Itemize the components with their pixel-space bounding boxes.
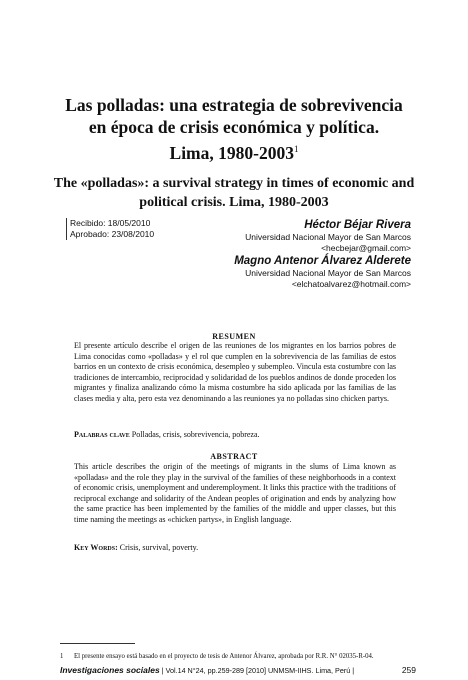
article-title-english [40, 174, 428, 212]
author-1-affiliation: Universidad Nacional Mayor de San Marcos [245, 232, 411, 242]
page-footer [60, 665, 416, 675]
author-2 [234, 254, 411, 290]
author-1-email: <hecbejar@gmail.com> [321, 243, 411, 253]
article-title-spanish [40, 94, 428, 164]
author-1-name: Héctor Béjar Rivera [304, 219, 411, 231]
page-number: 259 [401, 665, 416, 675]
footnote [60, 652, 420, 661]
resumen-heading: RESUMEN [212, 332, 256, 341]
resumen-keywords-label: Palabras clave [74, 430, 130, 439]
journal-details-text: Vol.14 N°24, pp.259-289 [2010] UNMSM-IIHS. Lima, Perú [165, 666, 351, 675]
abstract-text: This article describes the origin of the meetings of migrants in the slums of Lima known as «polladas» and the role they play in the survival of the families of these neighborhoods in a context of economic crisis, unemployment and underemployment. It links this practice with the traditions of reciprocal exchange and solidarity of the Andean peoples of origination and ends by analyzing how the same practice has been implemented by the families of the middle and upper classes, but this time naming the meetings as «chicken partys», in English language. [74, 462, 396, 524]
resumen-keywords-value: Polladas, crisis, sobrevivencia, pobreza. [131, 430, 260, 439]
footnote-divider [60, 643, 135, 644]
title-es-line-3 [40, 138, 428, 164]
footnote-text: El presente ensayo está basado en el proyecto de tesis de Antenor Álvarez, aprobada por R.R. N° 02035-R-04. [74, 653, 374, 660]
author-2-affiliation: Universidad Nacional Mayor de San Marcos [245, 268, 411, 278]
abstract-keywords [74, 543, 396, 554]
resumen-text: El presente artículo describe el origen de las reuniones de los migrantes en los barrios pobres de Lima conocidas como «polladas» y el rol que cumplen en la sobrevivencia de las familias de estos barrios en un contexto de crisis económica, desempleo y subempleo. Vincula esta costumbre con las tradiciones de intercambio, reciprocidad y solidaridad de los pueblos andinos de donde proceden los migrantes y finaliza analizando cómo la misma costumbre ha sido aplicada por las familias de las clases media y alta, pero esta vez denominando a las reuniones ya no polladas sino chicken partys. [74, 341, 396, 403]
abstract-keywords-value: Crisis, survival, poverty. [119, 543, 199, 552]
author-2-name: Magno Antenor Álvarez Alderete [234, 255, 411, 267]
approved-date: Aprobado: 23/08/2010 [70, 229, 155, 239]
title-es-line-1: Las polladas: una estrategia de sobrevivencia [65, 95, 403, 115]
title-es-line-3-text: Lima, 1980-2003 [169, 142, 294, 163]
journal-details: | Vol.14 N°24, pp.259-289 [2010] UNMSM-IIHS. Lima, Perú | [161, 666, 355, 675]
title-en-line-1: The «polladas»: a survival strategy in times of economic and [53, 176, 415, 191]
received-date: Recibido: 18/05/2010 [70, 218, 151, 228]
abstract-keywords-label: Key Words: [74, 543, 118, 552]
abstract-heading: ABSTRACT [210, 452, 258, 461]
author-2-email: <elchatoalvarez@hotmail.com> [291, 279, 411, 289]
title-footnote-mark: 1 [293, 144, 299, 154]
journal-name: Investigaciones sociales [60, 665, 160, 675]
resumen-keywords [74, 430, 396, 441]
title-en-line-2: political crisis. Lima, 1980-2003 [139, 195, 329, 210]
title-es-line-2: en época de crisis económica y política. [88, 117, 380, 137]
submission-dates [66, 218, 154, 240]
footnote-number: 1 [60, 653, 64, 660]
author-1 [234, 218, 411, 254]
author-block [234, 218, 411, 290]
